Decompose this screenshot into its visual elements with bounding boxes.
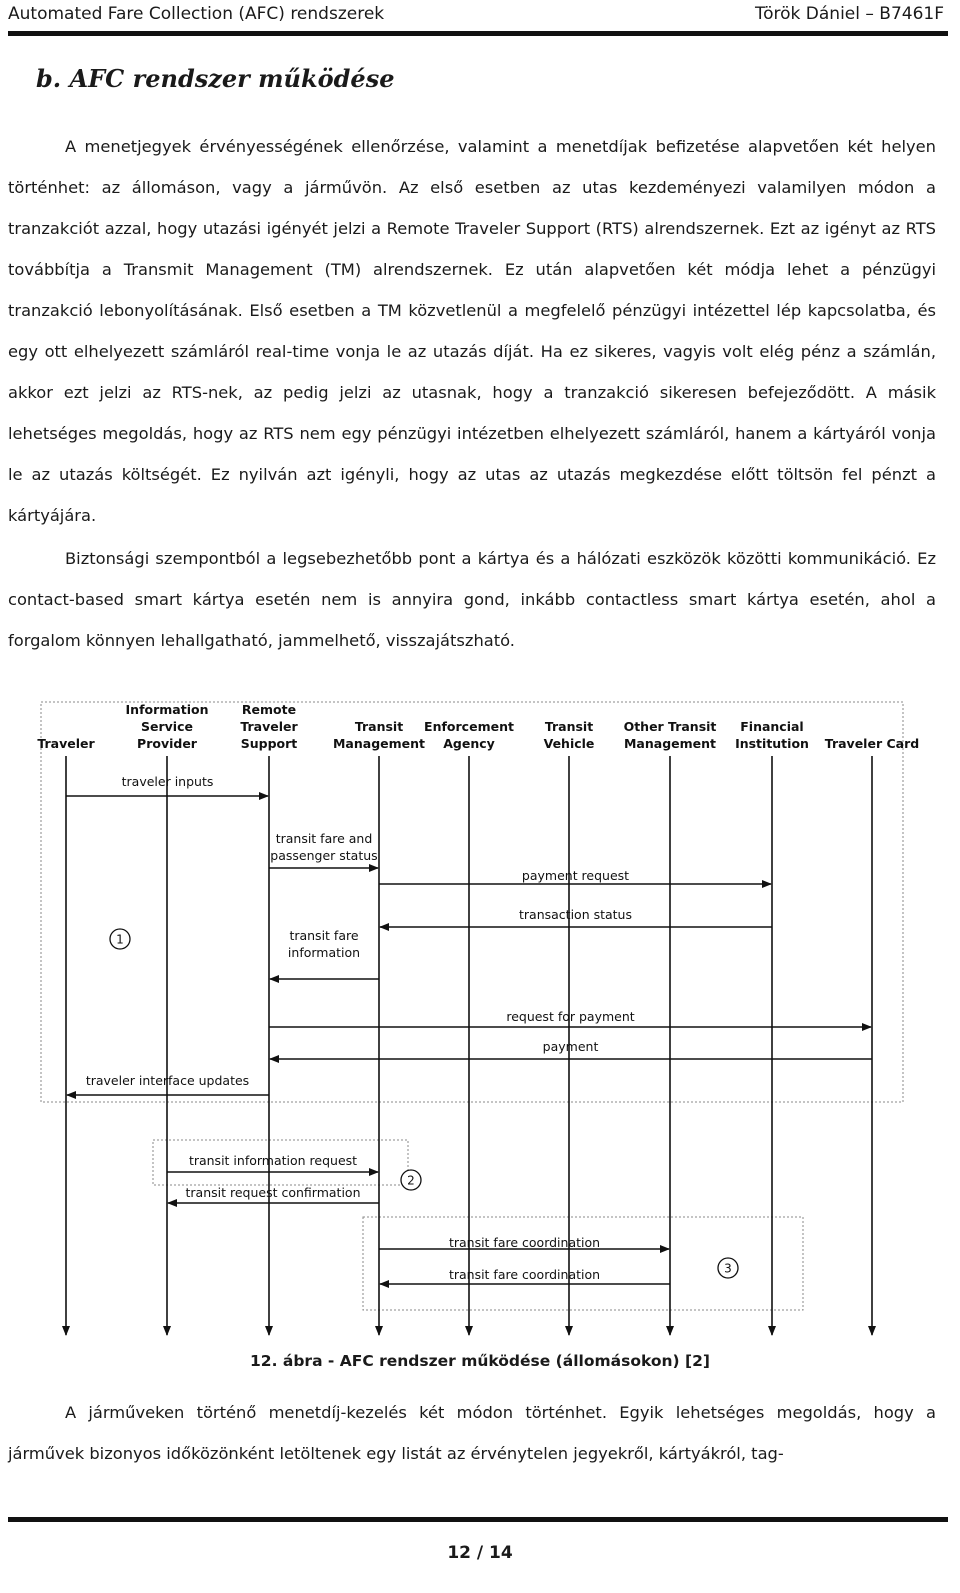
actor-isp: Information Service Provider (125, 702, 209, 751)
message-label-m1: traveler inputs (121, 774, 214, 789)
scenario-marker-3 (718, 1258, 738, 1278)
header-title: Automated Fare Collection (AFC) rendszerek (8, 4, 385, 24)
scenario-marker-2 (401, 1170, 421, 1190)
actor-traveler: Traveler (37, 736, 95, 751)
sequence-diagram (8, 690, 938, 1345)
actor-tm: Transit Management (332, 719, 426, 751)
paragraph-3 (8, 1392, 936, 1474)
page-number: 12 / 14 (447, 1543, 513, 1563)
paragraph-2-text: Biztonsági szempontból a legsebezhetőbb pont a kártya és a hálózati eszközök közötti kommunikáció. Ez contact-based smart kártya esetén nem is annyira gond, inkább contactless smart kártya esetén, ahol a forgalom könnyen lehallgatható, jammelhető, visszajátszható. (8, 549, 936, 650)
header-author: Török Dániel – B7461F (754, 4, 944, 24)
section-title: b. AFC rendszer működése (36, 64, 395, 93)
message-label-m6: request for payment (506, 1009, 635, 1024)
scenario-box-1 (41, 702, 903, 1102)
message-label-m5: transit fare information (287, 928, 361, 960)
message-label-m9: transit information request (188, 1153, 358, 1168)
paragraph-2 (8, 538, 936, 661)
footer-rule (8, 1517, 948, 1522)
message-label-m10: transit request confirmation (185, 1185, 361, 1200)
scenario-marker-1 (110, 929, 130, 949)
message-label-m7: payment (542, 1039, 599, 1054)
paragraph-1-text: A menetjegyek érvényességének ellenőrzése, valamint a menetdíjak befizetése alapvetően két helyen történhet: az állomáson, vagy a járművön. Az első esetben az utas kezdeményezi valamilyen módon a tranzakciót azzal, hogy utazási igényét jelzi a Remote Traveler Support (RTS) alrendszernek. Ezt az igényt az RTS továbbítja a Transmit Management (TM) alrendszernek. Ez után alapvetően két módja lehet a pénzügyi tranzakció lebonyolításának. Első esetben a TM közvetlenül a megfelelő pénzügyi intézettel lép kapcsolatba, és egy ott elhelyezett számláról real-time vonja le az utazás díját. Ha ez sikeres, vagyis volt elég pénz a számlán, akkor ezt jelzi az RTS-nek, az pedig jelzi az utasnak, hogy a tranzakció sikeresen befejeződött. A másik lehetséges megoldás, hogy az RTS nem egy pénzügyi intézetben elhelyezett számláról, hanem a kártyáról vonja le az utazás költségét. Ez nyilván azt igényli, hogy az utas az utazás megkezdése előtt töltsön fel pénzt a kártyájára. (8, 137, 936, 525)
paragraph-3-text: A járműveken történő menetdíj-kezelés két módon történhet. Egyik lehetséges megoldás, hogy a járművek bizonyos időközönként letöltenek egy listát az érvénytelen jegyekről, kártyákról, tag- (8, 1403, 936, 1463)
message-label-m11: transit fare coordination (448, 1235, 601, 1250)
actor-otm: Other Transit Management (623, 719, 717, 751)
sequence-diagram-svg (8, 690, 938, 1345)
svg-text:1: 1 (116, 932, 124, 947)
paragraph-1 (8, 126, 936, 536)
actor-rts: Remote Traveler Support (240, 702, 298, 751)
message-label-m3: payment request (521, 868, 630, 883)
figure-caption: 12. ábra - AFC rendszer működése (állomásokon) [2] (250, 1352, 710, 1370)
actor-card: Traveler Card (824, 736, 920, 751)
message-label-m4: transaction status (519, 907, 632, 922)
actor-tv: Transit Vehicle (543, 719, 595, 751)
svg-text:2: 2 (407, 1173, 415, 1188)
actor-ea: Enforcement Agency (424, 719, 514, 751)
message-label-m12: transit fare coordination (448, 1267, 601, 1282)
message-label-m8: traveler interface updates (85, 1073, 250, 1088)
svg-text:3: 3 (724, 1261, 732, 1276)
header-rule (8, 31, 948, 36)
message-label-m2: transit fare and passenger status (270, 831, 378, 863)
actor-fi: Financial Institution (735, 719, 809, 751)
